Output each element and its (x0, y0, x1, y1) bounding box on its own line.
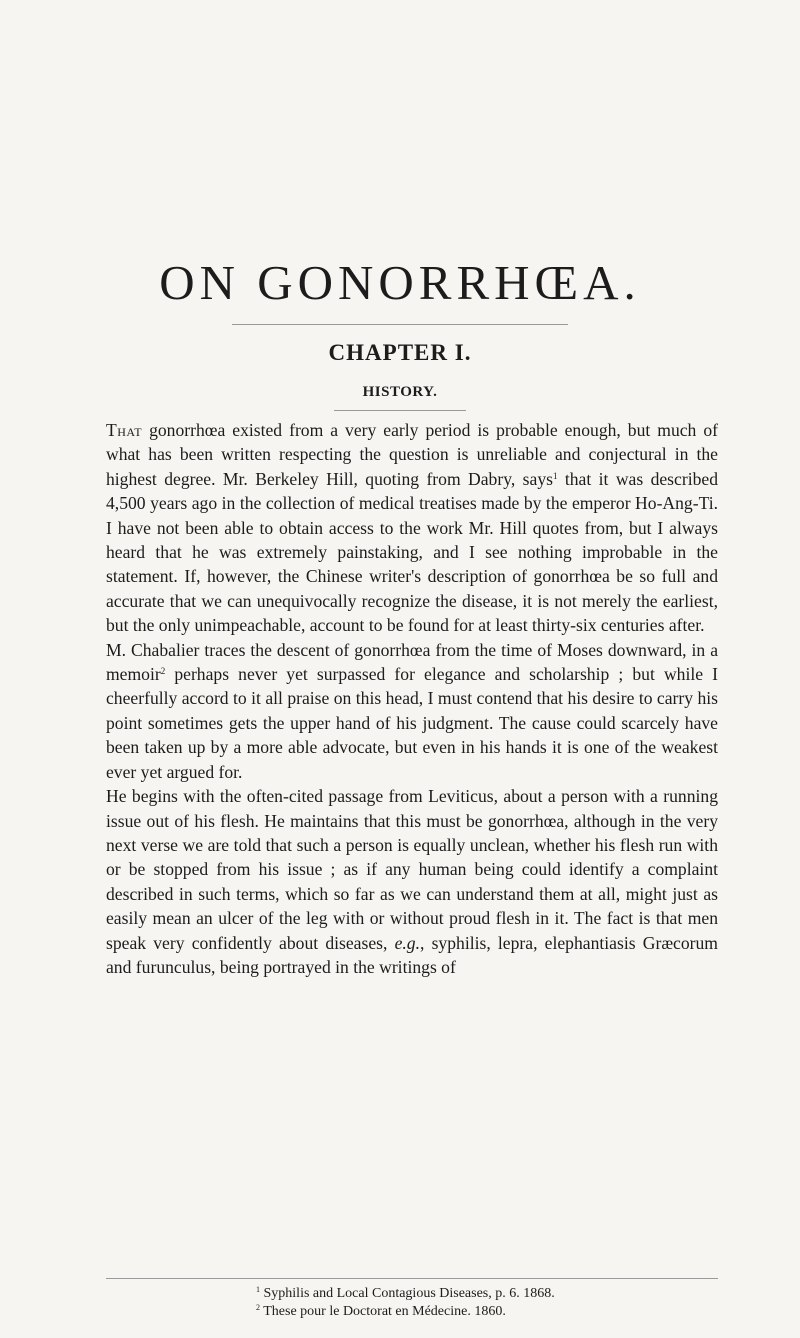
body-text (106, 418, 718, 979)
footnotes (256, 1285, 726, 1321)
paragraph-1: That gonorrhœa existed from a very early period is probable enough, but much of what has been written respecting the question is unreliable and conjectural in the highest degree. Mr. Berkeley Hill, quoting from Dabry, says$^1$ that it was described 4,500 years ago in the collection of medical treatises made by the emperor Ho-Ang-Ti. I have not been able to obtain access to the work Mr. Hill quotes from, but I always heard that he was extremely painstaking, and I see nothing improbable in the statement. If, however, the Chinese writer's description of gonorrhœa be so full and accurate that we can unequivocally recognize the disease, it is not merely the earliest, but the only unimpeachable, account to be found for at least thirty-six centuries after. (106, 420, 718, 636)
footnote-2: $^2$ These pour le Doctorat en Médecine. 1860. (256, 1303, 506, 1319)
chapter-heading: CHAPTER I. (328, 340, 472, 365)
footnote-rule (106, 1278, 718, 1279)
footnote-1: $^1$ Syphilis and Local Contagious Diseases, p. 6. 1868. (256, 1285, 555, 1301)
footnote-ref-2: 2 (160, 666, 166, 677)
section-rule (334, 410, 466, 411)
page-title: ON GONORRHŒA. (159, 255, 641, 310)
paragraph-3: He begins with the often-cited passage from Leviticus, about a person with a running issue out of his flesh. He maintains that this must be gonorrhœa, although in the very next verse we are told that such a person is equally unclean, whether his flesh run with or be stopped from his issue ; as if any human being could identify a complaint described in such terms, which so far as we can understand them at all, might just as easily mean an ulcer of the leg with or without proud flesh in it. The fact is that men speak very confidently about diseases, e.g., syphilis, lepra, elephantiasis Græcorum and furunculus, being portrayed in the writings of (106, 786, 718, 977)
paragraph-2: M. Chabalier traces the descent of gonorrhœa from the time of Moses downward, in a memoir$^2$ perhaps never yet surpassed for elegance and scholarship ; but while I cheerfully accord to it all praise on this head, I must contend that his desire to carry his point sometimes gets the upper hand of his judgment. The cause could scarcely have been taken up by a more able advocate, but even in his hands it is one of the weakest ever yet argued for. (106, 639, 718, 782)
footnote-ref-1: 1 (552, 470, 558, 481)
section-heading: HISTORY. (362, 384, 438, 400)
opening-word: That (106, 420, 143, 440)
title-rule (232, 324, 568, 325)
